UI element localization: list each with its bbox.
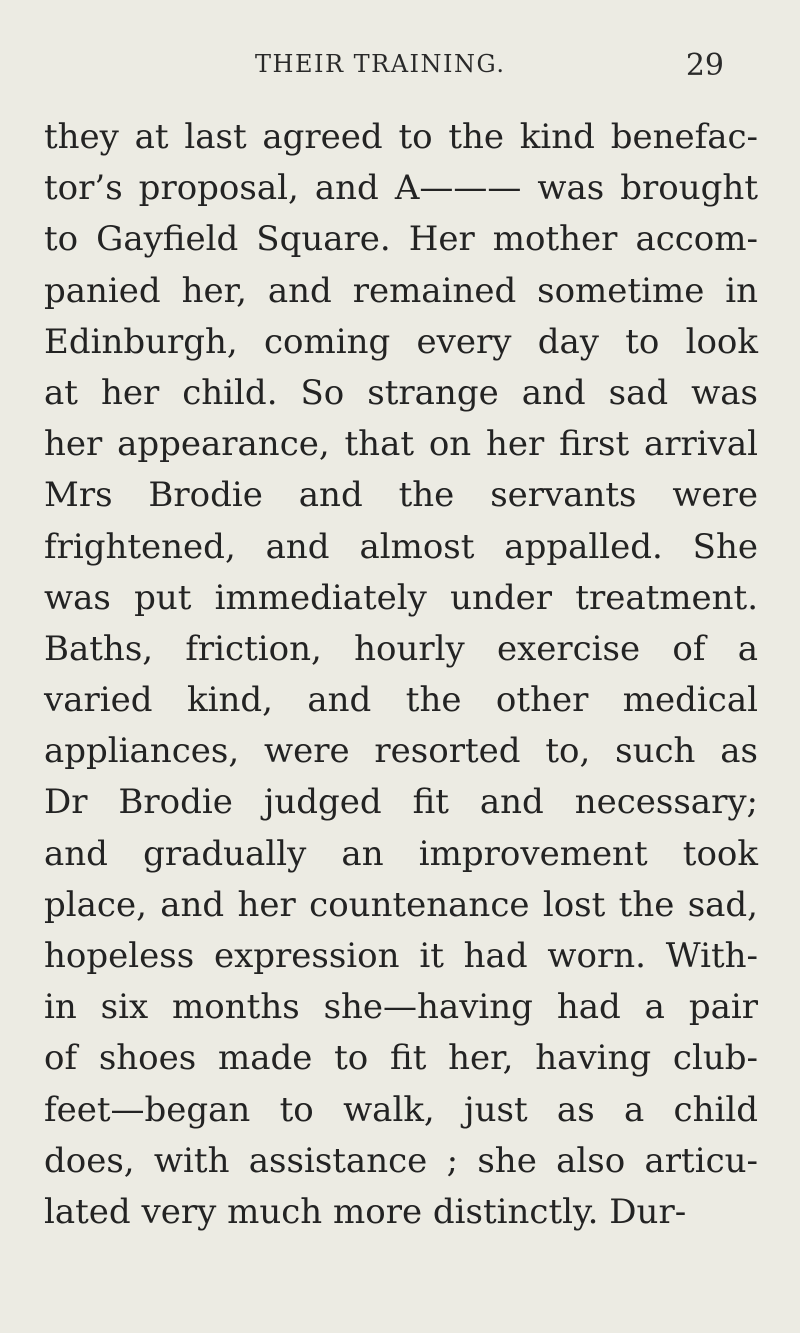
page-header [0,50,800,90]
running-head: THEIR TRAINING. [255,50,506,78]
text-line: does, with assistance ; she also articu- [44,1140,758,1181]
text-line: Dr Brodie judged fit and necessary; [44,782,758,823]
text-line: Mrs Brodie and the servants were [44,475,758,516]
text-line: to Gayfield Square. Her mother accom- [44,219,758,260]
text-line: they at last agreed to the kind benefac- [44,117,758,157]
text-line: of shoes made to fit her, having club- [44,1038,758,1079]
text-line: place, and her countenance lost the sad, [44,884,758,925]
text-line: frightened, and almost appalled. She [44,526,758,567]
text-line: feet—began to walk, just as a child [44,1089,758,1130]
text-line: varied kind, and the other medical [44,680,758,721]
text-line: and gradually an improvement took [44,833,758,874]
text-line: lated very much more distinctly. Dur- [44,1191,687,1232]
text-line: was put immediately under treatment. [44,577,758,618]
text-line: tor’s proposal, and A——— was brought [44,168,758,209]
text-line: appliances, were resorted to, such as [44,731,758,772]
text-line: Edinburgh, coming every day to look [44,321,758,362]
text-line: in six months she—having had a pair [44,987,758,1028]
text-line: Baths, friction, hourly exercise of a [44,628,758,669]
page-number: 29 [685,48,724,83]
text-line: her appearance, that on her first arrival [44,424,758,465]
text-line: hopeless expression it had worn. With- [44,936,758,976]
text-line: at her child. So strange and sad was [44,372,758,413]
text-line: panied her, and remained sometime in [44,270,758,311]
body-text [44,112,758,1238]
